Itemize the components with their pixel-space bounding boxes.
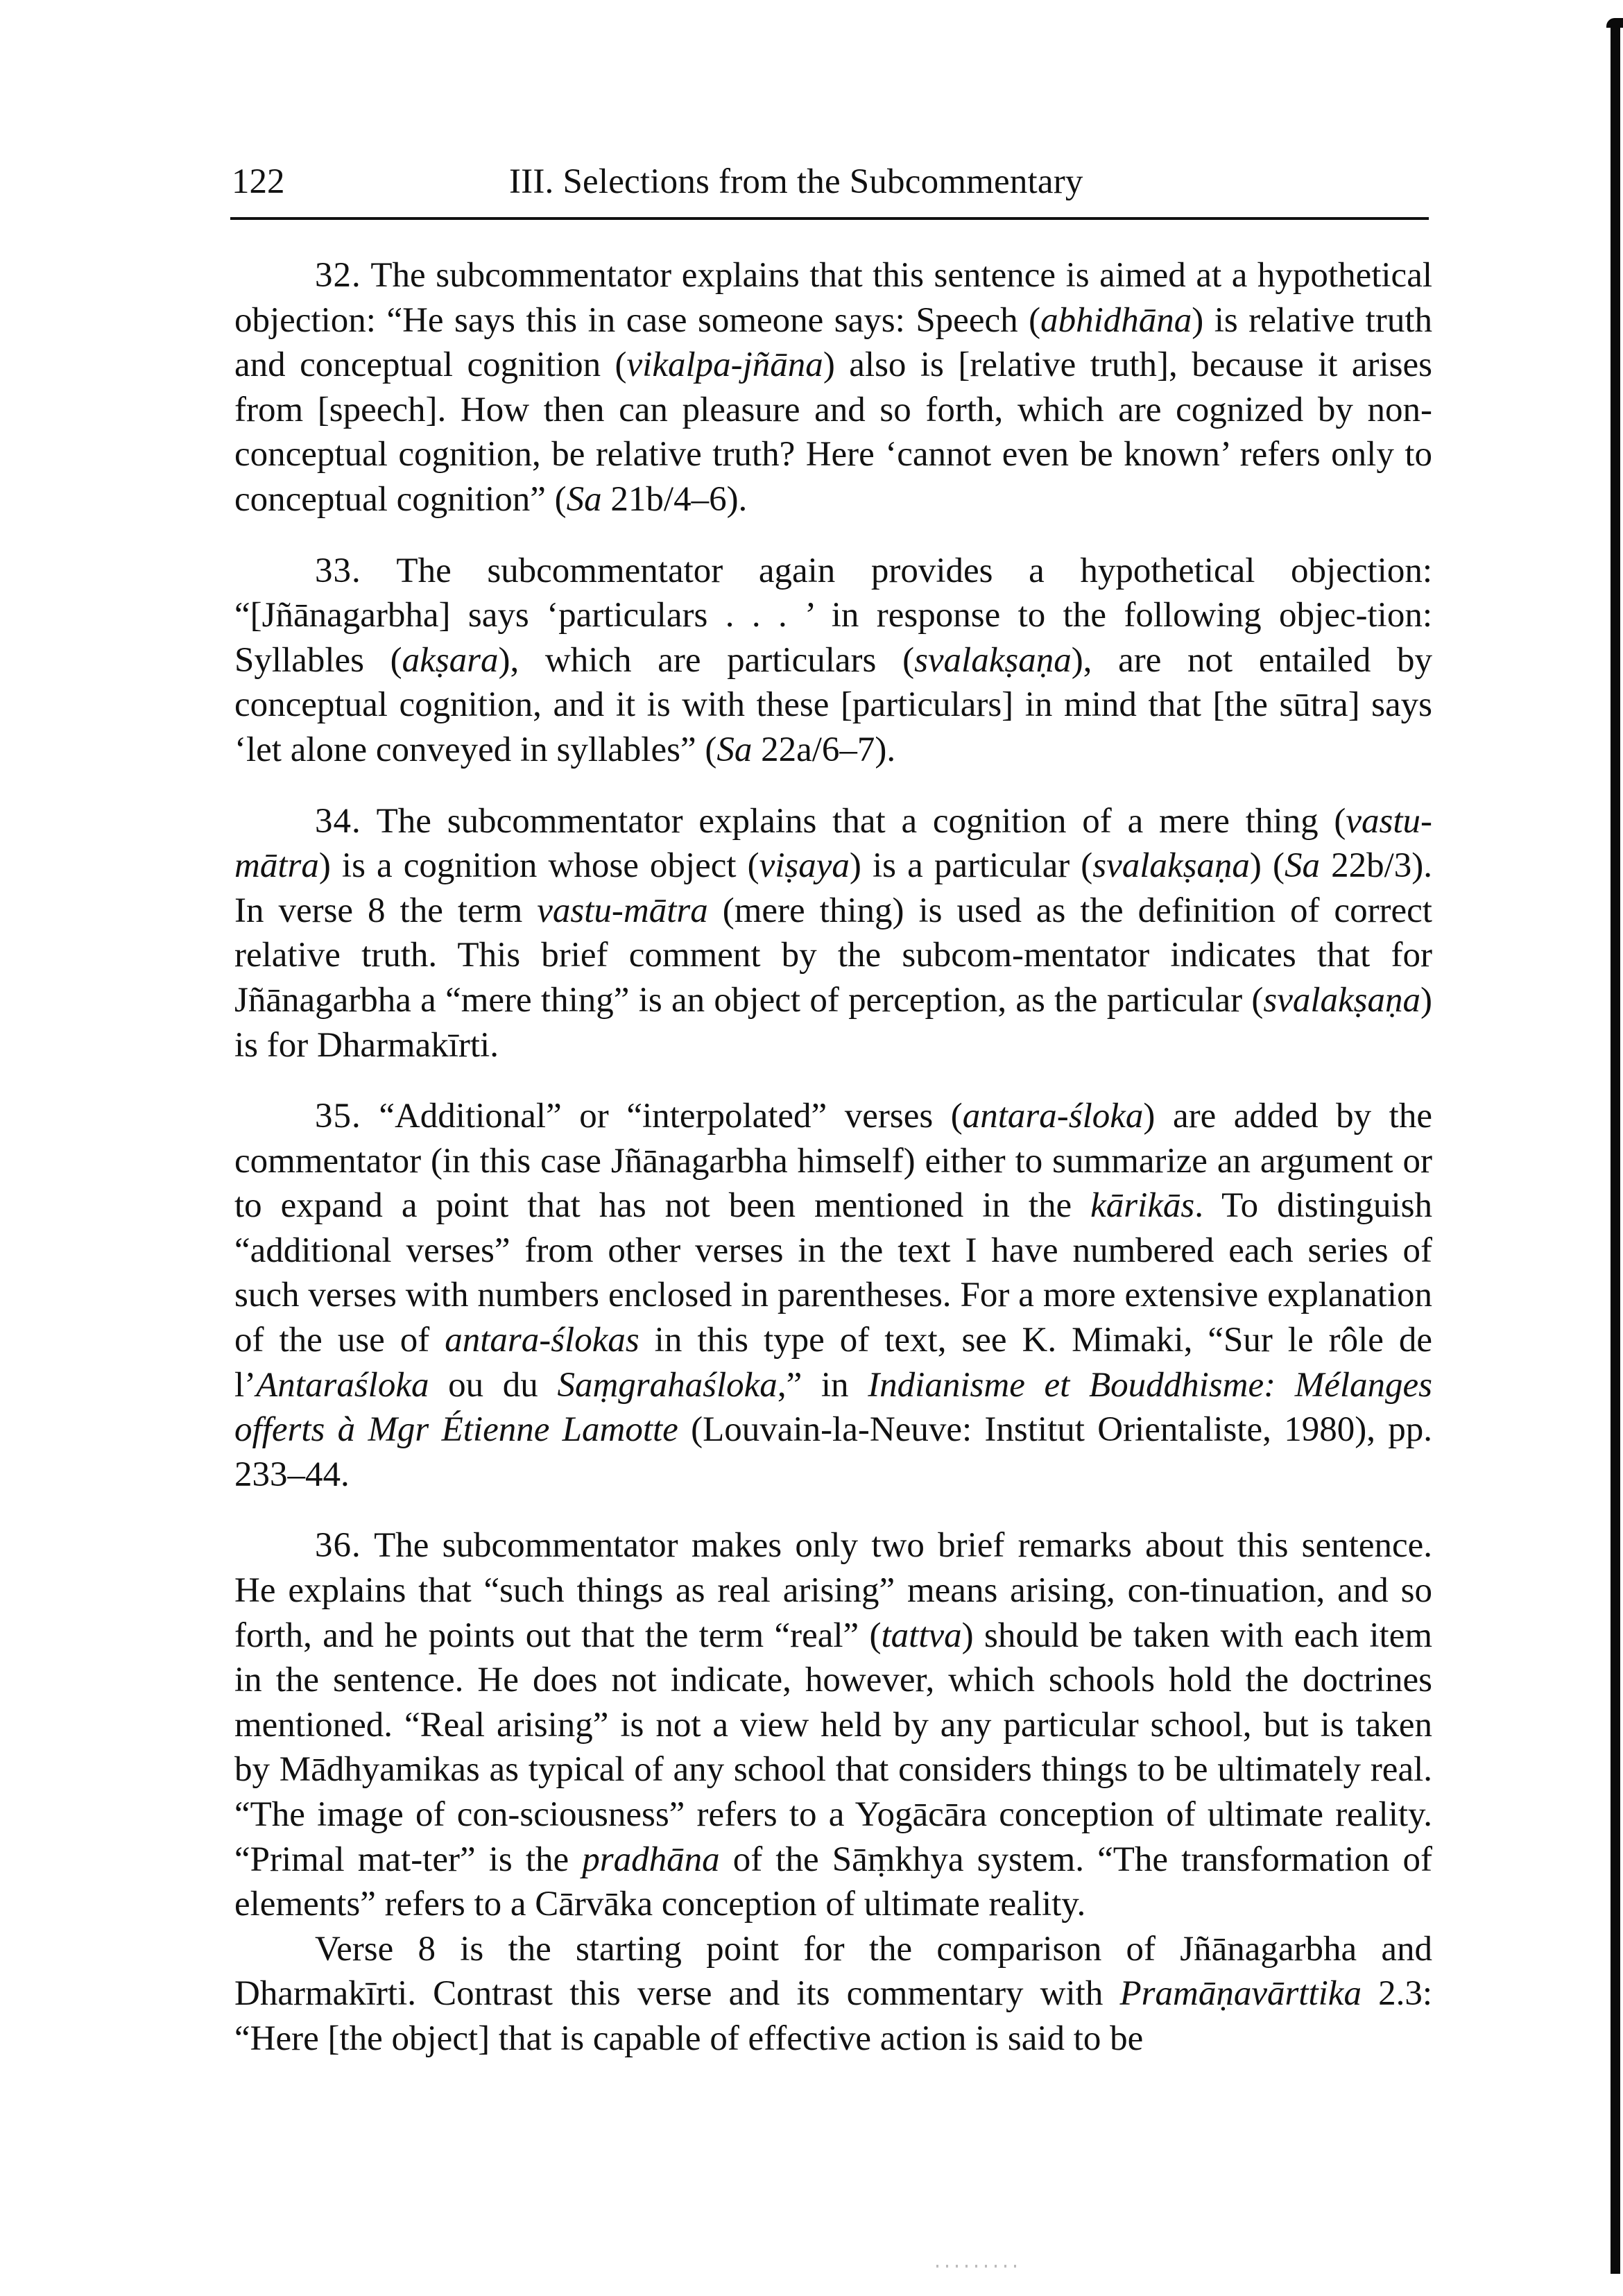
italic-term: tattva [881, 1616, 962, 1655]
text-run: The subcommentator again provides a hypothetical objection: “[Jñānagarbha] says ‘particulars . . . ’ in response to the following objec-tion: Syllables ( [234, 551, 1432, 680]
text-run: 2.3: “Here [the object] that is capable of effective action is said to be [234, 1974, 1432, 2058]
note-number: 35. [315, 1097, 361, 1136]
italic-term: kārikās [1090, 1186, 1195, 1226]
italic-term: Indianisme et Bouddhisme: Mélanges offerts à Mgr Étienne Lamotte [234, 1365, 1432, 1450]
text-run: 21b/4–6). [601, 479, 748, 519]
text-run: The subcommentator makes only two brief remarks about this sentence. He explains that “such things as real arising” means arising, con-tinuation, and so forth, and he points out that the term “real” ( [234, 1526, 1432, 1655]
italic-term: antara-śloka [962, 1097, 1144, 1136]
italic-term: abhidhāna [1040, 300, 1192, 340]
text-run: 22b/3). In verse 8 the term [234, 846, 1432, 930]
italic-term: antara-ślokas [445, 1321, 639, 1360]
italic-term: akṣara [402, 640, 499, 680]
text-run: ), are not entailed by conceptual cognition, and it is with these [particulars] in mind that [the sūtra] says ‘let alone conveyed in syllables” ( [234, 640, 1432, 769]
note-paragraph-35 [234, 1094, 1432, 1497]
text-run: . To distinguish “additional verses” from other verses in the text I have numbered each series of such verses with numbers enclosed in parentheses. For a more extensive explanation of the use of [234, 1186, 1432, 1360]
page-number: 122 [232, 162, 285, 201]
header-rule [230, 217, 1429, 220]
text-run: The subcommentator explains that a cognition of a mere thing ( [361, 801, 1346, 841]
italic-term: vastu-mātra [234, 801, 1432, 886]
text-run: (Louvain-la-Neuve: Institut Orientaliste, 1980), pp. 233–44. [234, 1410, 1432, 1494]
italic-term: svalakṣaṇa [1092, 846, 1250, 886]
text-run: ou du [429, 1365, 558, 1405]
text-run: in this type of text, see K. Mimaki, “Sur le rôle de l’ [234, 1321, 1432, 1405]
text-run: Verse 8 is the starting point for the comparison of Jñānagarbha and Dharmakīrti. Contrast this verse and its commentary with [234, 1929, 1432, 2014]
italic-term: Sa [1284, 846, 1320, 886]
text-run: (mere thing) is used as the definition of correct relative truth. This brief comment by the subcom-mentator indicates that for Jñānagarbha a “mere thing” is an object of perception, as the particular ( [234, 891, 1432, 1020]
italic-term: Antaraśloka [256, 1365, 429, 1405]
note-number: 33. [315, 551, 361, 590]
text-run: of the Sāṃkhya system. “The transformation of elements” refers to a Cārvāka conception of ultimate reality. [234, 1840, 1432, 1924]
text-run: ) are added by the commentator (in this case Jñānagarbha himself) either to summarize an argument or to expand a point that has not been mentioned in the [234, 1097, 1432, 1226]
text-run: 22a/6–7). [752, 730, 896, 769]
italic-term: vastu-mātra [537, 891, 708, 930]
text-run: ,” in [777, 1365, 868, 1405]
italic-term: svalakṣaṇa [914, 640, 1072, 680]
italic-term: vikalpa-jñāna [626, 345, 823, 385]
scan-noise [936, 2265, 1020, 2268]
text-run: ) also is [relative truth], because it arises from [speech]. How then can pleasure and so forth, which are cognized by non-conceptual cognition, be relative truth? Here ‘cannot even be known’ refers only to conceptual cognition” ( [234, 345, 1432, 519]
text-run: ) is relative truth and conceptual cognition ( [234, 300, 1432, 385]
italic-term: Pramāṇavārttika [1119, 1974, 1362, 2014]
note-number: 32. [315, 256, 361, 295]
text-run: “Additional” or “interpolated” verses ( [361, 1097, 963, 1136]
italic-term: viṣaya [759, 846, 850, 886]
italic-term: Saṃgrahaśloka [557, 1365, 778, 1405]
note-paragraph-36 [234, 1523, 1432, 1926]
note-paragraph-34 [234, 799, 1432, 1068]
italic-term: Sa [716, 730, 753, 769]
note-number: 36. [315, 1526, 361, 1566]
running-head [232, 161, 1430, 203]
scan-edge-shadow [1611, 19, 1620, 2274]
italic-term: Sa [566, 479, 602, 519]
italic-term: pradhāna [582, 1840, 720, 1879]
italic-term: svalakṣaṇa [1263, 980, 1421, 1020]
note-paragraph-33 [234, 549, 1432, 773]
continuation-paragraph-verse-8 [234, 1927, 1432, 2062]
note-number: 34. [315, 801, 361, 841]
body-text [234, 253, 1432, 2062]
text-run: ) ( [1249, 846, 1285, 886]
text-run: ), which are particulars ( [498, 640, 915, 680]
running-title: III. Selections from the Subcommentary [509, 162, 1083, 201]
text-run: ) is a particular ( [849, 846, 1093, 886]
note-paragraph-32 [234, 253, 1432, 522]
text-run: ) should be taken with each item in the sentence. He does not indicate, however, which schools hold the doctrines mentioned. “Real arising” is not a view held by any particular school, but is taken by Mādhyamikas as typical of any school that considers things to be ultimately real. “The image of con-sciousness” refers to a Yogācāra conception of ultimate reality. “Primal mat-ter” is the [234, 1616, 1432, 1879]
text-run: ) is a cognition whose object ( [318, 846, 759, 886]
text-run: The subcommentator explains that this sentence is aimed at a hypothetical objection: “He says this in case someone says: Speech ( [234, 256, 1432, 340]
text-run: ) is for Dharmakīrti. [234, 980, 1432, 1065]
